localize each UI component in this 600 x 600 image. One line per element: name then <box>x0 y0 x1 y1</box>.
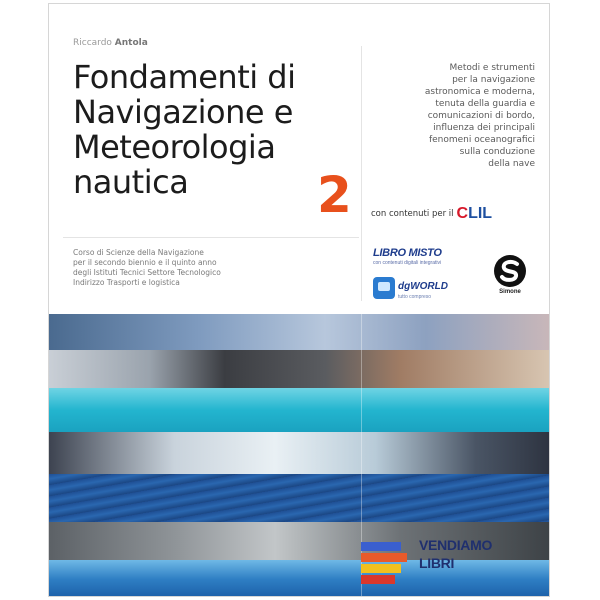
book-title <box>73 60 343 200</box>
description-line: per la navigazione <box>452 75 535 85</box>
title-line: nautica <box>73 163 189 201</box>
description-line: comunicazioni di bordo, <box>427 111 535 121</box>
clil-logo-rest: LIL <box>468 205 493 222</box>
watermark-line: LIBRI <box>419 555 455 571</box>
chart-instrument-photo-strip <box>49 350 550 388</box>
book-cover <box>48 3 550 597</box>
description-line: della nave <box>488 159 535 169</box>
book-description <box>367 62 535 170</box>
watermark <box>361 532 493 594</box>
author-first-name: Riccardo <box>73 38 115 48</box>
simone-s-logo-icon <box>493 254 527 288</box>
dgworld-label: dgWORLD <box>398 281 448 292</box>
flag-bar-yellow <box>361 564 401 573</box>
turquoise-sea-photo-strip <box>49 388 550 432</box>
course-line: degli Istituti Tecnici Settore Tecnologico <box>73 268 221 277</box>
flag-bar-red <box>361 575 395 584</box>
description-line: astronomica e moderna, <box>424 87 535 97</box>
course-line: per il secondo biennio e il quinto anno <box>73 258 217 267</box>
tablet-icon <box>373 277 395 299</box>
iceberg-harbor-photo-strip <box>49 432 550 474</box>
publisher-logo <box>490 254 530 295</box>
description-line: fenomeni oceanografici <box>428 135 535 145</box>
title-line: Fondamenti di <box>73 58 296 96</box>
description-line: tenuta della guardia e <box>435 99 535 109</box>
vertical-divider <box>361 46 362 301</box>
clil-prefix: con contenuti per il <box>371 209 454 219</box>
volume-number: 2 <box>317 166 352 224</box>
sky-photo-strip <box>49 314 550 350</box>
description-line: influenza dei principali <box>433 123 535 133</box>
horizontal-divider <box>63 237 359 238</box>
description-line: sulla conduzione <box>459 147 535 157</box>
dgworld-badge <box>373 276 448 300</box>
watermark-line: VENDIAMO <box>419 537 493 553</box>
flag-bar-blue <box>361 542 401 551</box>
title-line: Navigazione e <box>73 93 293 131</box>
course-description <box>73 248 333 288</box>
clil-badge <box>371 205 492 223</box>
watermark-text <box>419 536 492 572</box>
clil-logo <box>457 205 493 223</box>
libro-misto-badge <box>373 247 442 266</box>
publisher-name: Simone <box>499 289 521 295</box>
course-line: Corso di Scienze della Navigazione <box>73 248 204 257</box>
ocean-waves-photo-strip <box>49 474 550 522</box>
description-line: Metodi e strumenti <box>449 63 535 73</box>
course-line: Indirizzo Trasporti e logistica <box>73 278 180 287</box>
title-line: Meteorologia <box>73 128 276 166</box>
libro-misto-sub: con contenuti digitali integrativi <box>373 260 442 266</box>
author-last-name: Antola <box>114 38 148 48</box>
flag-bars-icon <box>361 542 411 586</box>
author-name <box>73 38 148 48</box>
dgworld-sub: tutto compreso <box>398 294 432 300</box>
flag-bar-orange <box>361 553 407 562</box>
clil-logo-c: C <box>456 205 469 222</box>
libro-misto-label: LIBRO MISTO <box>373 247 442 259</box>
